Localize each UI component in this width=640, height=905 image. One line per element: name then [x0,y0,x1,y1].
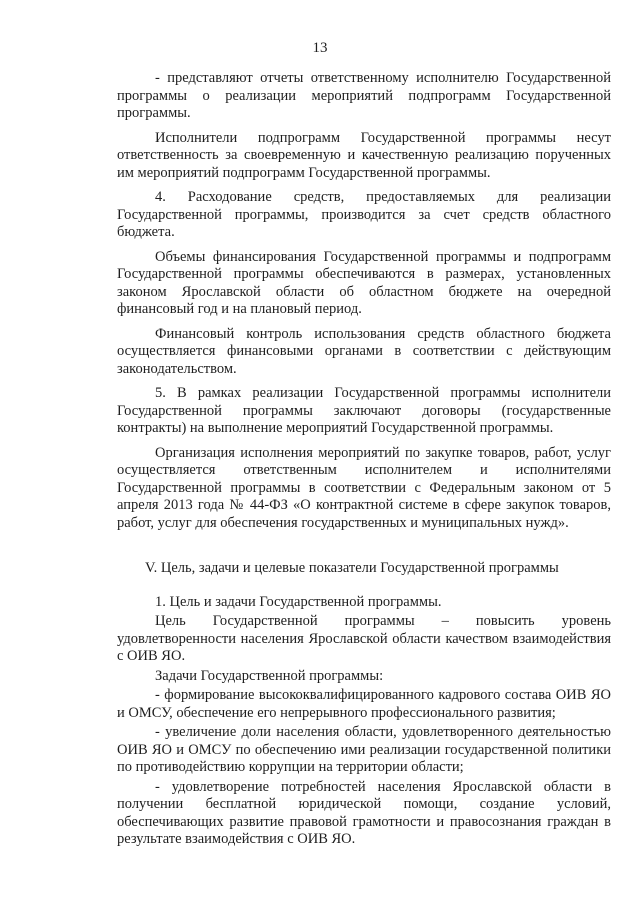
paragraph: - представляют отчеты ответственному исполнителю Государственной программы о реализации мероприятий подпрограмм Государственной программы. [117,70,611,121]
paragraph: 4. Расходование средств, предоставляемых для реализации Государственной программы, производится за счет средств областного бюджета. [117,189,611,240]
page-number: 13 [312,40,328,56]
paragraph: Исполнители подпрограмм Государственной программы несут ответственность за своевременную и качественную реализацию порученных им мероприятий подпрограмм Государственной программы. [117,129,611,181]
paragraph: Финансовый контроль использования средств областного бюджета осуществляется финансовыми органами в соответствии с действующим законодательством. [117,325,611,377]
paragraph: 5. В рамках реализации Государственной программы исполнители Государственной программы заключают договоры (государственные контракты) на выполнение мероприятий Государственной программы. [117,385,611,436]
section-heading: V. Цель, задачи и целевые показатели Государственной программы [145,560,559,576]
paragraph: Объемы финансирования Государственной программы и подпрограмм Государственной программы обеспечиваются в размерах, установленных законом Ярославской области об областном бюджете на очередной финансовый год и на плановый период. [117,248,611,317]
paragraph: Цель Государственной программы – повысить уровень удовлетворенности населения Ярославской области качеством взаимодействия с ОИВ ЯО. [117,613,611,664]
paragraph: - удовлетворение потребностей населения Ярославской области в получении бесплатной юридической помощи, создание условий, обеспечивающих развитие правовой грамотности и правосознания граждан в результате взаимодействия с ОИВ ЯО. [117,778,611,847]
document-body [117,70,611,851]
paragraph: Организация исполнения мероприятий по закупке товаров, работ, услуг осуществляется ответственным исполнителем и исполнителями Государственной программы в соответствии с Федеральным законом от 5 апреля 2013 года № 44-ФЗ «О контрактной системе в сфере закупок товаров, работ, услуг для обеспечения государственных и муниципальных нужд». [117,444,611,531]
paragraph: - формирование высококвалифицированного кадрового состава ОИВ ЯО и ОМСУ, обеспечение его непрерывного профессионального развития; [117,687,611,721]
paragraph: 1. Цель и задачи Государственной программы. [155,593,442,610]
paragraph: - увеличение доли населения области, удовлетворенного деятельностью ОИВ ЯО и ОМСУ по обеспечению ими реализации государственной политики по противодействию коррупции на территории области; [117,724,611,775]
paragraph: Задачи Государственной программы: [155,667,384,684]
